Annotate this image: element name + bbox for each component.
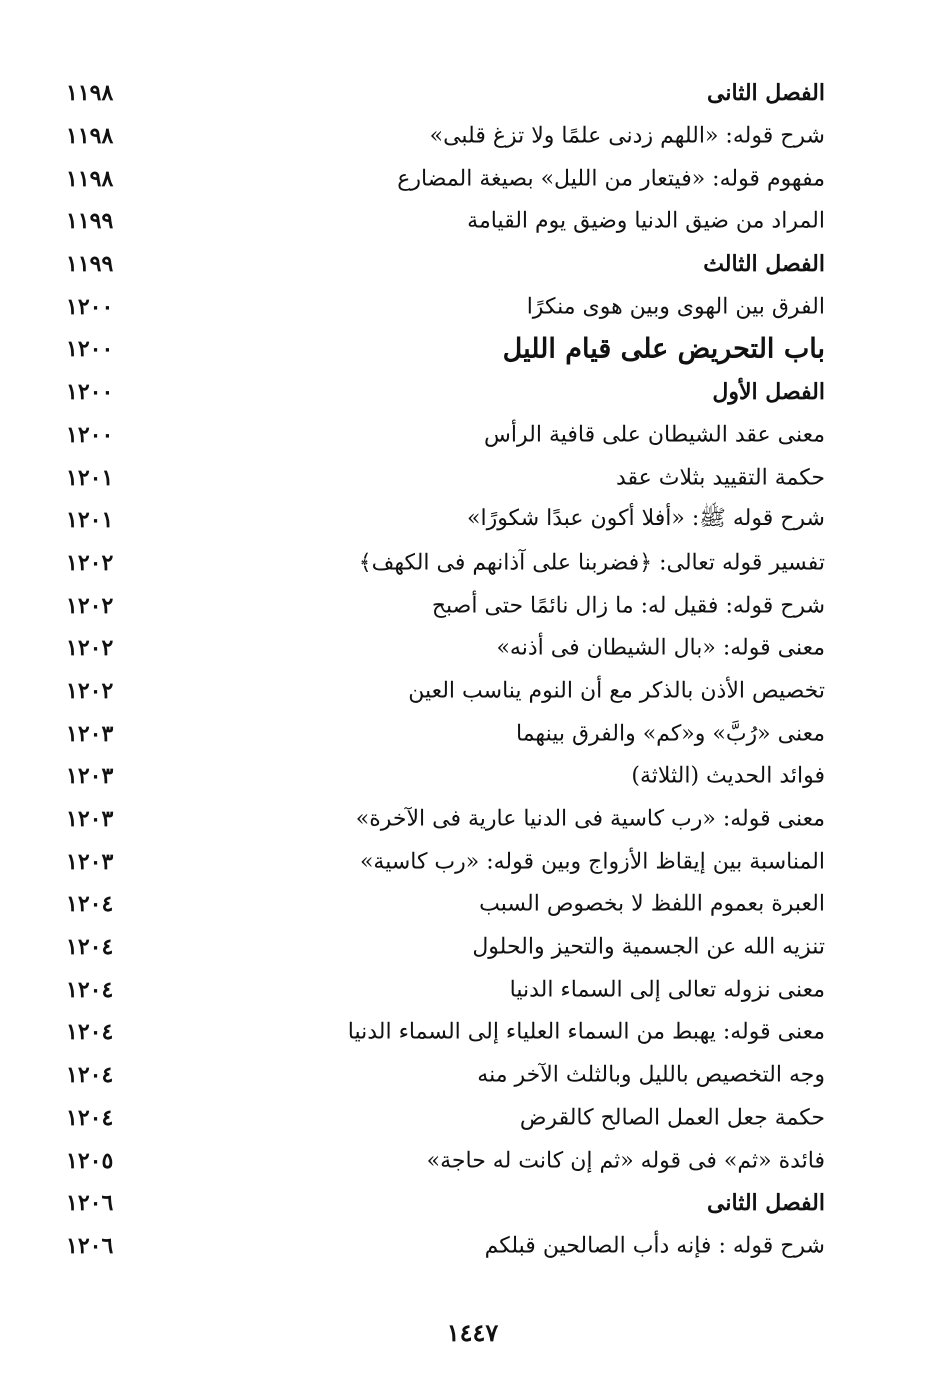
toc-page-number: ١٢٠٢ [66, 677, 114, 704]
toc-entry-title: تنزيه الله عن الجسمية والتحيز والحلول [472, 934, 825, 960]
toc-section-heading: الفصل الثانى [707, 1190, 825, 1217]
toc-row [60, 627, 825, 670]
toc-row [60, 1139, 825, 1182]
toc-row [60, 755, 825, 798]
toc-section-heading: الفصل الثالث [703, 251, 825, 278]
toc-row [60, 115, 825, 158]
toc-entry-title: معنى عقد الشيطان على قافية الرأس [484, 422, 825, 448]
toc-entry-title: فائدة «ثم» فى قوله «ثم إن كانت له حاجة» [426, 1148, 825, 1174]
toc-page-number: ١٢٠٦ [66, 1232, 114, 1259]
toc-entry-title: تخصيص الأذن بالذكر مع أن النوم يناسب العين [408, 678, 825, 704]
toc-chapter-heading: باب التحريض على قيام الليل [502, 333, 825, 365]
toc-entry-title: معنى قوله: يهبط من السماء العلياء إلى السماء الدنيا [347, 1019, 825, 1045]
toc-page-number: ١٢٠٣ [66, 763, 114, 790]
toc-page-number: ١٢٠٢ [66, 549, 114, 576]
toc-page-number: ١٢٠٤ [66, 934, 114, 961]
toc-entry-title: تفسير قوله تعالى: ﴿فضربنا على آذانهم فى الكهف﴾ [358, 550, 825, 576]
toc-page-number: ١٢٠٥ [66, 1147, 114, 1174]
toc-page-number: ١١٩٩ [66, 251, 114, 278]
toc-row [60, 798, 825, 841]
toc-row [60, 542, 825, 585]
toc-page-number: ١٢٠١ [66, 464, 114, 491]
toc-row [60, 157, 825, 200]
toc-entry-title: مفهوم قوله: «فيتعار من الليل» بصيغة المضارع [397, 166, 825, 192]
toc-row [60, 285, 825, 328]
toc-page-number: ١٢٠٤ [66, 891, 114, 918]
toc-page-number: ١٢٠٤ [66, 1019, 114, 1046]
toc-page-number: ١٢٠٢ [66, 635, 114, 662]
toc-row [60, 328, 825, 371]
toc-page-number: ١٢٠٣ [66, 720, 114, 747]
toc-entry-title: شرح قوله: «اللهم زدنى علمًا ولا تزغ قلبى» [429, 123, 825, 149]
toc-entry-title: المناسبة بين إيقاظ الأزواج وبين قوله: «رب كاسية» [359, 849, 825, 875]
toc-row [60, 968, 825, 1011]
toc-page-number: ١٢٠٢ [66, 592, 114, 619]
toc-page-number: ١٢٠١ [66, 507, 114, 534]
toc-section-heading: الفصل الأول [712, 379, 825, 406]
toc-page-number: ١١٩٨ [66, 80, 114, 107]
toc-entry-title: شرح قوله: فقيل له: ما زال نائمًا حتى أصبح [431, 593, 825, 619]
toc-row [60, 584, 825, 627]
toc-page-number: ١٢٠٤ [66, 1104, 114, 1131]
toc-row [60, 1182, 825, 1225]
toc-row [60, 1097, 825, 1140]
toc-entry-title: حكمة التقييد بثلاث عقد [615, 465, 825, 491]
toc-page-number: ١٢٠٠ [66, 421, 114, 448]
toc-page-number: ١١٩٨ [66, 165, 114, 192]
toc-page-number: ١٢٠٦ [66, 1190, 114, 1217]
toc-entry-title: معنى قوله: «بال الشيطان فى أذنه» [496, 635, 825, 661]
toc-entry-title: معنى نزوله تعالى إلى السماء الدنيا [509, 977, 825, 1003]
toc-entry-title: معنى «رُبَّ» و«كم» والفرق بينهما [516, 721, 825, 747]
toc-page-number: ١٢٠٣ [66, 806, 114, 833]
toc-section-heading: الفصل الثانى [707, 80, 825, 107]
toc-row [60, 414, 825, 457]
toc-page-number: ١٢٠٣ [66, 848, 114, 875]
toc-row [60, 371, 825, 414]
toc-page-number: ١١٩٨ [66, 123, 114, 150]
toc-row [60, 840, 825, 883]
toc-page-number: ١٢٠٠ [66, 293, 114, 320]
toc-page-number: ١٢٠٠ [66, 379, 114, 406]
toc-entry-title: حكمة جعل العمل الصالح كالقرض [519, 1105, 825, 1131]
toc-entry-title: المراد من ضيق الدنيا وضيق يوم القيامة [467, 208, 825, 234]
toc-entry-title: الفرق بين الهوى وبين هوى منكرًا [526, 294, 825, 320]
toc-entry-title: شرح قوله : فإنه دأب الصالحين قبلكم [484, 1233, 825, 1259]
toc-row [60, 243, 825, 286]
toc-row [60, 883, 825, 926]
toc-entry-title: معنى قوله: «رب كاسية فى الدنيا عارية فى الآخرة» [355, 806, 825, 832]
toc-entry-title: شرح قوله ﷺ: «أفلا أكون عبدًا شكورًا» [467, 506, 825, 532]
table-of-contents [60, 72, 825, 1267]
toc-page-number: ١٢٠٤ [66, 976, 114, 1003]
toc-row [60, 499, 825, 542]
toc-page-number: ١٢٠٤ [66, 1062, 114, 1089]
toc-row [60, 200, 825, 243]
toc-row [60, 670, 825, 713]
toc-page-number: ١٢٠٠ [66, 336, 114, 363]
toc-entry-title: العبرة بعموم اللفظ لا بخصوص السبب [479, 891, 825, 917]
toc-row [60, 712, 825, 755]
toc-page-number: ١١٩٩ [66, 208, 114, 235]
toc-row [60, 1011, 825, 1054]
toc-entry-title: وجه التخصيص بالليل وبالثلث الآخر منه [477, 1062, 825, 1088]
page-number-footer: ١٤٤٧ [446, 1318, 499, 1347]
toc-row [60, 456, 825, 499]
toc-row [60, 926, 825, 969]
toc-entry-title: فوائد الحديث (الثلاثة) [631, 763, 825, 789]
toc-row [60, 1054, 825, 1097]
toc-row [60, 1225, 825, 1268]
toc-row [60, 72, 825, 115]
